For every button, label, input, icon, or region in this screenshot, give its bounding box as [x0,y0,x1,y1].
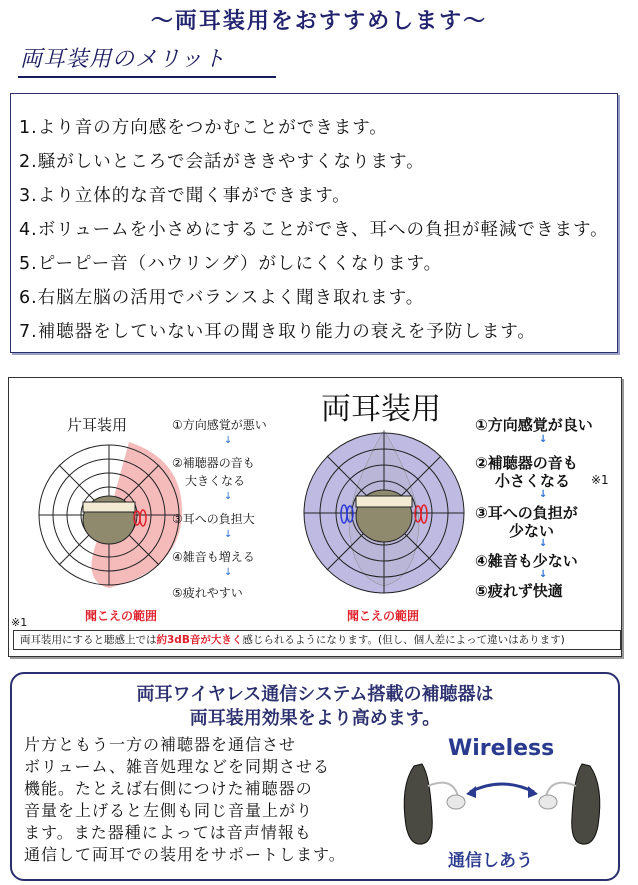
footnote-highlight: 約3dB音が大きく [156,634,243,646]
mono-step-5: ⑤疲れやすい [172,586,243,600]
merit-item: 5.ピーピー音（ハウリング）がしにくくなります。 [19,254,443,274]
binaural-step-1: ①方向感覚が良い [475,416,593,434]
left-hearing-aid-icon [404,764,465,844]
note-mark: ※1 [11,616,28,629]
binaural-step-2: ②補聴器の音も [475,454,578,472]
right-hearing-aid-icon [539,764,600,844]
binaural-step-2b: 小さくなる [495,472,571,490]
arrow-down-icon: ↓ [539,538,548,549]
note-marker: ※1 [591,473,609,487]
hearing-aids-illustration [392,746,612,856]
arrow-down-icon: ↓ [539,569,548,580]
wireless-body-line: 片方ともう一方の補聴器を通信させ [24,735,297,754]
arrow-down-icon: ↓ [224,529,233,540]
wireless-heading-1: 両耳ワイヤレス通信システム搭載の補聴器は [136,684,494,705]
comparison-panel [8,377,622,657]
wireless-heading-2: 両耳装用効果をより高めます。 [189,708,441,729]
arrow-down-icon: ↓ [224,567,233,578]
binaural-step-5: ⑤疲れず快適 [475,582,563,600]
merit-item: 1.より音の方向感をつかむことができます。 [19,118,388,138]
binaural-step-3b: 少ない [509,522,555,540]
mono-title: 片耳装用 [67,416,128,434]
subtitle-underline [18,76,276,78]
merit-item: 3.より立体的な音で聞く事ができます。 [19,186,351,206]
wireless-box [10,672,620,881]
page-title: ～両耳装用をおすすめします～ [150,9,488,34]
merit-item: 6.右脳左脳の活用でバランスよく聞き取れます。 [19,288,425,308]
binaural-step-3: ③耳への負担が [475,504,578,522]
merit-item: 7.補聴器をしていない耳の聞き取り能力の衰えを予防します。 [19,322,536,342]
merits-box [10,93,618,353]
merit-item: 4.ボリュームを小さめにすることができ、耳への負担が軽減できます。 [19,220,609,240]
footnote [13,630,621,650]
wireless-body-line: 音量を上げると左側も同じ音量上がり [24,801,314,820]
mono-step-2b: 大きくなる [185,474,246,488]
wireless-comm-label: 通信しあう [448,851,533,871]
mono-step-4: ④雑音も増える [172,550,255,564]
wireless-body-line: 通信して両耳での装用をサポートします。 [24,845,346,864]
mono-step-1: ①方向感覚が悪い [172,418,267,432]
arrow-down-icon: ↓ [224,491,233,502]
footnote-text-b: 感じられるようになります。(但し、個人差によって違いはあります) [242,634,565,646]
binaural-step-4: ④雑音も少ない [475,552,578,570]
wireless-arrow-icon [470,784,534,792]
arrow-down-icon: ↓ [224,435,233,446]
binaural-hearing-diagram [299,428,469,598]
binaural-range-label: 聞こえの範囲 [347,609,420,623]
section-subtitle: 両耳装用のメリット [20,47,227,72]
mono-step-3: ③耳への負担大 [172,512,255,526]
mono-range-label: 聞こえの範囲 [85,609,158,623]
wireless-body-line: ボリューム、雑音処理などを同期させる [24,757,331,776]
merit-item: 2.騒がしいところで会話がききやすくなります。 [19,152,425,172]
arrow-down-icon: ↓ [539,434,548,445]
wireless-badge: Wireless [448,736,555,761]
footnote-text-a: 両耳装用にすると聴感上では [20,634,157,646]
binaural-title: 両耳装用 [321,392,441,427]
wireless-body-line: 機能。たとえば右側につけた補聴器の [24,779,313,798]
mono-hearing-diagram [34,440,184,590]
mono-step-2: ②補聴器の音も [172,456,255,470]
arrow-down-icon: ↓ [539,489,548,500]
wireless-body-line: ます。また器種によっては音声情報も [24,823,312,842]
